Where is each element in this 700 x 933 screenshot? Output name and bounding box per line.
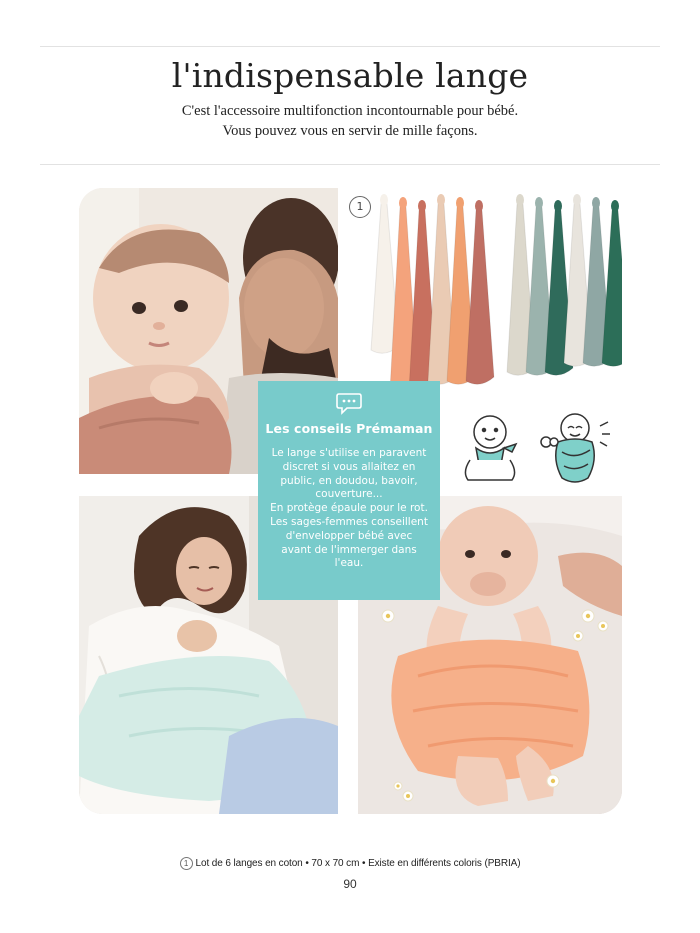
tips-body [270, 447, 428, 571]
page-subtitle [0, 101, 700, 141]
product-number-badge: 1 [349, 196, 371, 218]
swaddle-usage-illustrations [440, 400, 622, 492]
page-number: 90 [343, 877, 357, 891]
product-caption [0, 857, 700, 870]
chat-bubble-icon [336, 391, 362, 415]
tips-box [258, 381, 440, 600]
swaddles-product-photo [345, 188, 622, 398]
caption-number-badge: 1 [180, 857, 193, 870]
subtitle-line-1: C'est l'accessoire multifonction incontournable pour bébé. [181, 103, 519, 119]
swaddle-cloth [466, 200, 494, 384]
tips-paragraph-2: En protège épaule pour le rot. Les sages-femmes conseillent d'envelopper bébé avec avant de l'immerger dans l'eau. [270, 502, 428, 570]
tips-paragraph-1: Le lange s'utilise en paravent discret si vous allaitez en public, en doudou, bavoir, couverture... [271, 447, 427, 501]
baby-swaddled-illustration [541, 414, 610, 482]
subtitle-line-2: Vous pouvez vous en servir de mille façons. [222, 123, 478, 139]
baby-bib-illustration [465, 416, 516, 480]
page-title: l'indispensable lange [171, 56, 529, 95]
top-rule [40, 46, 660, 47]
caption-text: Lot de 6 langes en coton • 70 x 70 cm • Existe en différents coloris (PBRIA) [195, 858, 521, 869]
tips-title: Les conseils Prémaman [265, 421, 433, 436]
header-rule [40, 164, 660, 165]
